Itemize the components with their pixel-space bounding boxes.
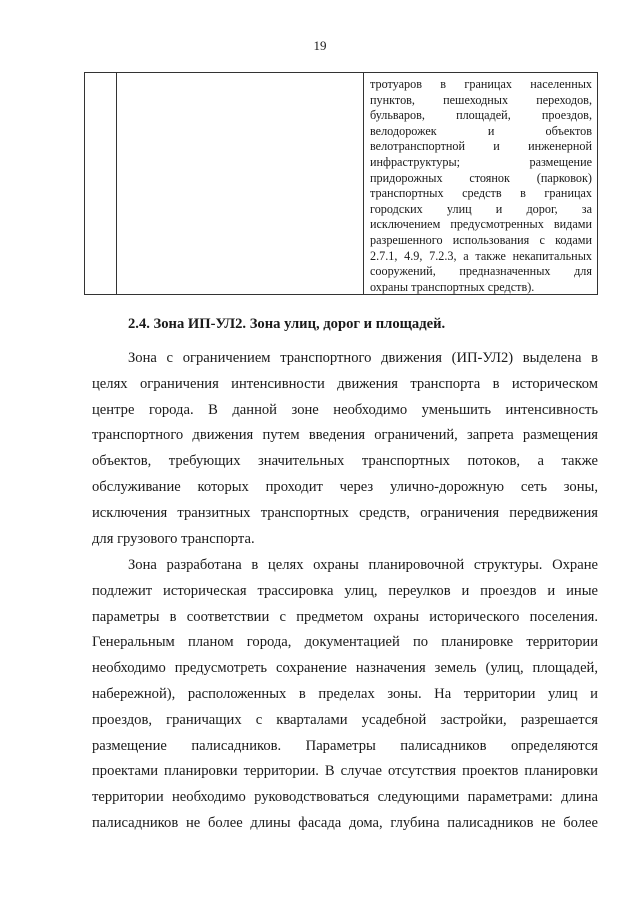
paragraph-line: целях ограничения интенсивности движения транспорта в историческом xyxy=(92,375,598,392)
cell-line: разрешенного использования с кодами xyxy=(370,232,592,247)
cell-line: охраны транспортных средств). xyxy=(370,279,535,294)
cell-line: городских улиц и дорог, за xyxy=(370,201,592,216)
cell-line: исключением предусмотренных видами xyxy=(370,217,592,232)
page-number: 19 xyxy=(313,38,327,53)
paragraph-line: Генеральным планом города, документацией по планировке территории xyxy=(92,634,598,651)
paragraph-line: обслуживание которых проходит через улично-дорожную сеть зоны, xyxy=(92,478,598,495)
paragraph-line: необходимо предусмотреть сохранение назначения земель (улиц, площадей, xyxy=(92,660,598,677)
paragraph-line: параметры в соответствии с предметом охраны исторического поселения. xyxy=(92,608,598,625)
cell-line: велодорожек и объектов xyxy=(370,123,592,138)
paragraph-line: подлежит историческая трассировка улиц, переулков и проездов и иные xyxy=(92,582,598,599)
cell-line: бульваров, площадей, проездов, xyxy=(370,108,592,123)
paragraph-line: палисадников не более длины фасада дома, глубина палисадников не более xyxy=(92,814,598,831)
paragraph-line: набережной), расположенных в пределах зоны. На территории улиц и xyxy=(92,685,598,702)
cell-line: придорожных стоянок (парковок) xyxy=(370,170,592,185)
table-column-divider xyxy=(116,73,117,294)
paragraph-line: исключения транзитных транспортных средств, ограничения передвижения xyxy=(92,504,598,521)
section-heading: 2.4. Зона ИП-УЛ2. Зона улиц, дорог и площадей. xyxy=(128,316,446,332)
cell-line: транспортных средств в границах xyxy=(370,186,592,201)
paragraph-planning-structure xyxy=(92,553,598,837)
cell-line: тротуаров в границах населенных xyxy=(370,77,592,91)
paragraph-traffic-restriction xyxy=(92,346,598,552)
cell-line: инфраструктуры; размещение xyxy=(370,154,592,169)
paragraph-line: проектами планировки территории. В случае отсутствия проектов планировки xyxy=(92,763,598,780)
table-column-divider xyxy=(363,73,364,294)
paragraph-line: для грузового транспорта. xyxy=(92,530,255,547)
paragraph-line: территории необходимо руководствоваться следующими параметрами: длина xyxy=(92,789,598,806)
cell-line: пунктов, пешеходных переходов, xyxy=(370,92,592,107)
regulation-table xyxy=(84,72,598,295)
cell-line: сооружений, предназначенных для xyxy=(370,264,592,279)
paragraph-line: проездов, граничащих с кварталами усадебной застройки, разрешается xyxy=(92,711,598,728)
paragraph-line: объектов, требующих значительных транспортных потоков, а также xyxy=(92,453,598,470)
paragraph-line: размещение палисадников. Параметры палисадников определяются xyxy=(92,737,598,754)
paragraph-line: транспортного движения путем введения ограничений, запрета размещения xyxy=(92,427,598,444)
table-cell-permitted-uses xyxy=(370,77,592,295)
paragraph-line: Зона с ограничением транспортного движения (ИП-УЛ2) выделена в xyxy=(128,350,598,366)
paragraph-line: центре города. В данной зоне необходимо уменьшить интенсивность xyxy=(92,401,598,418)
cell-line: велотранспортной и инженерной xyxy=(370,139,592,154)
cell-line: 2.7.1, 4.9, 7.2.3, а также некапитальных xyxy=(370,248,592,263)
paragraph-line: Зона разработана в целях охраны планировочной структуры. Охране xyxy=(128,557,598,573)
